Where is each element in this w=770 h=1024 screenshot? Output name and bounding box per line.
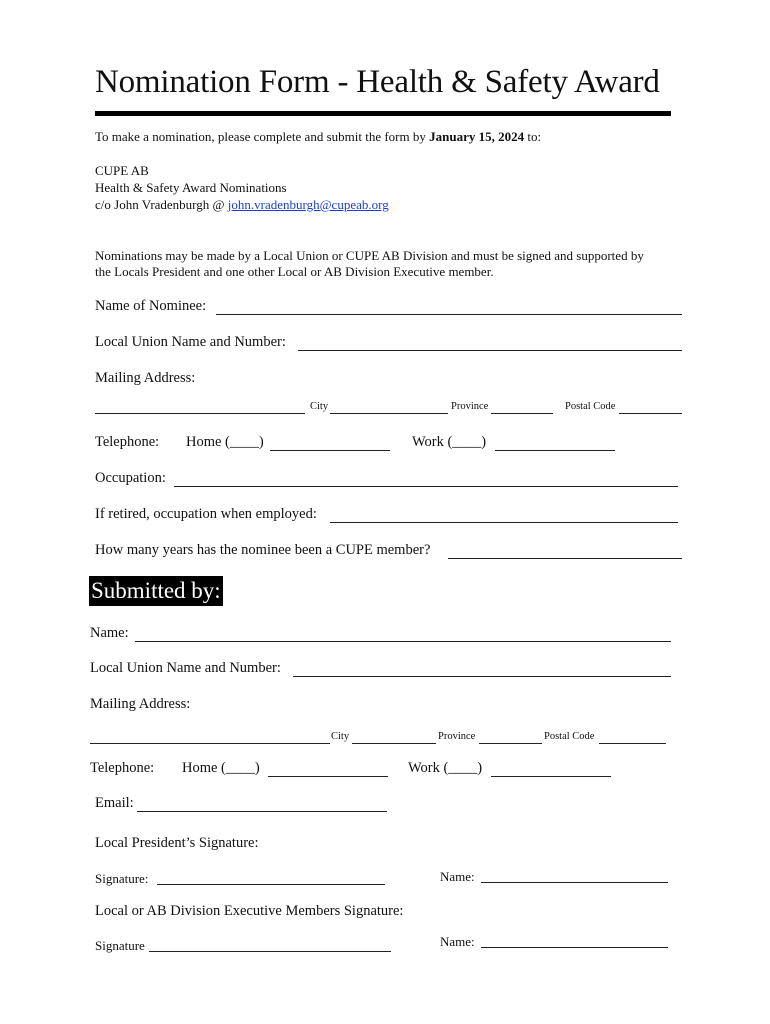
nominee-name-label: Name of Nominee:	[95, 298, 207, 314]
nominee-local-label: Local Union Name and Number:	[95, 334, 286, 350]
submitter-province-label: Province	[438, 731, 476, 742]
email-link[interactable]: john.vradenburgh@cupeab.org	[227, 197, 389, 212]
nominee-home-field[interactable]	[270, 450, 390, 451]
submitter-city-label: City	[331, 731, 350, 742]
address-line-3-prefix: c/o John Vradenburgh @	[95, 197, 228, 212]
nominee-province-field[interactable]	[491, 413, 553, 414]
nominee-city-label: City	[310, 401, 329, 412]
submitted-by-heading: Submitted by:	[89, 576, 223, 606]
submitter-work-label: Work (____)	[408, 760, 483, 776]
submitter-name-field[interactable]	[135, 641, 671, 642]
intro-suffix: to:	[524, 129, 542, 144]
submitter-home-label: Home (____)	[182, 760, 260, 776]
nominee-name-field[interactable]	[216, 314, 682, 315]
nominee-occupation-label: Occupation:	[95, 470, 166, 486]
submitter-email-field[interactable]	[137, 811, 387, 812]
address-line-2: Health & Safety Award Nominations	[95, 180, 287, 195]
president-signature-label: Signature:	[95, 871, 149, 886]
eligibility-line-2: the Locals President and one other Local or AB Division Executive member.	[95, 264, 494, 279]
nominee-city-field[interactable]	[330, 413, 448, 414]
intro-text	[95, 129, 541, 145]
president-signature-heading: Local President’s Signature:	[95, 835, 259, 851]
nominee-province-label: Province	[451, 401, 489, 412]
submitter-local-field[interactable]	[293, 676, 671, 677]
nominee-local-field[interactable]	[298, 350, 682, 351]
president-name-field[interactable]	[481, 882, 668, 883]
submitter-email-label: Email:	[95, 795, 134, 811]
nominee-retired-label: If retired, occupation when employed:	[95, 506, 317, 522]
exec-signature-label: Signature	[95, 938, 145, 953]
exec-name-field[interactable]	[481, 947, 668, 948]
intro-prefix: To make a nomination, please complete and submit the form by	[95, 129, 430, 144]
intro-deadline: January 15, 2024	[429, 129, 525, 144]
submitter-work-field[interactable]	[491, 776, 611, 777]
nominee-postal-field[interactable]	[619, 413, 682, 414]
submitter-postal-label: Postal Code	[544, 731, 595, 742]
submitter-postal-field[interactable]	[599, 743, 666, 744]
submitter-local-label: Local Union Name and Number:	[90, 660, 281, 676]
president-signature-field[interactable]	[157, 884, 385, 885]
submitter-city-field[interactable]	[352, 743, 436, 744]
submitter-home-field[interactable]	[268, 776, 388, 777]
nominee-work-field[interactable]	[495, 450, 615, 451]
nominee-mailing-label: Mailing Address:	[95, 370, 196, 386]
exec-signature-heading: Local or AB Division Executive Members Signature:	[95, 903, 404, 919]
nominee-home-label: Home (____)	[186, 434, 264, 450]
nominee-telephone-label: Telephone:	[95, 434, 160, 450]
exec-signature-field[interactable]	[149, 951, 391, 952]
nominee-retired-field[interactable]	[330, 522, 678, 523]
nominee-work-label: Work (____)	[412, 434, 487, 450]
address-line-3	[95, 197, 389, 213]
address-line-1: CUPE AB	[95, 163, 149, 178]
submitter-province-field[interactable]	[479, 743, 542, 744]
nominee-years-field[interactable]	[448, 558, 682, 559]
nominee-postal-label: Postal Code	[565, 401, 616, 412]
nominee-occupation-field[interactable]	[174, 486, 678, 487]
submitter-mailing-label: Mailing Address:	[90, 696, 191, 712]
nominee-street-field[interactable]	[95, 413, 305, 414]
submitter-street-field[interactable]	[90, 743, 330, 744]
exec-name-label: Name:	[440, 934, 475, 949]
submitter-telephone-label: Telephone:	[90, 760, 155, 776]
title-rule	[95, 111, 671, 116]
president-name-label: Name:	[440, 869, 475, 884]
submitter-name-label: Name:	[90, 625, 129, 641]
page-title: Nomination Form - Health & Safety Award	[95, 64, 660, 100]
eligibility-line-1: Nominations may be made by a Local Union or CUPE AB Division and must be signed and supported by	[95, 248, 644, 263]
nominee-years-label: How many years has the nominee been a CUPE member?	[95, 542, 431, 558]
